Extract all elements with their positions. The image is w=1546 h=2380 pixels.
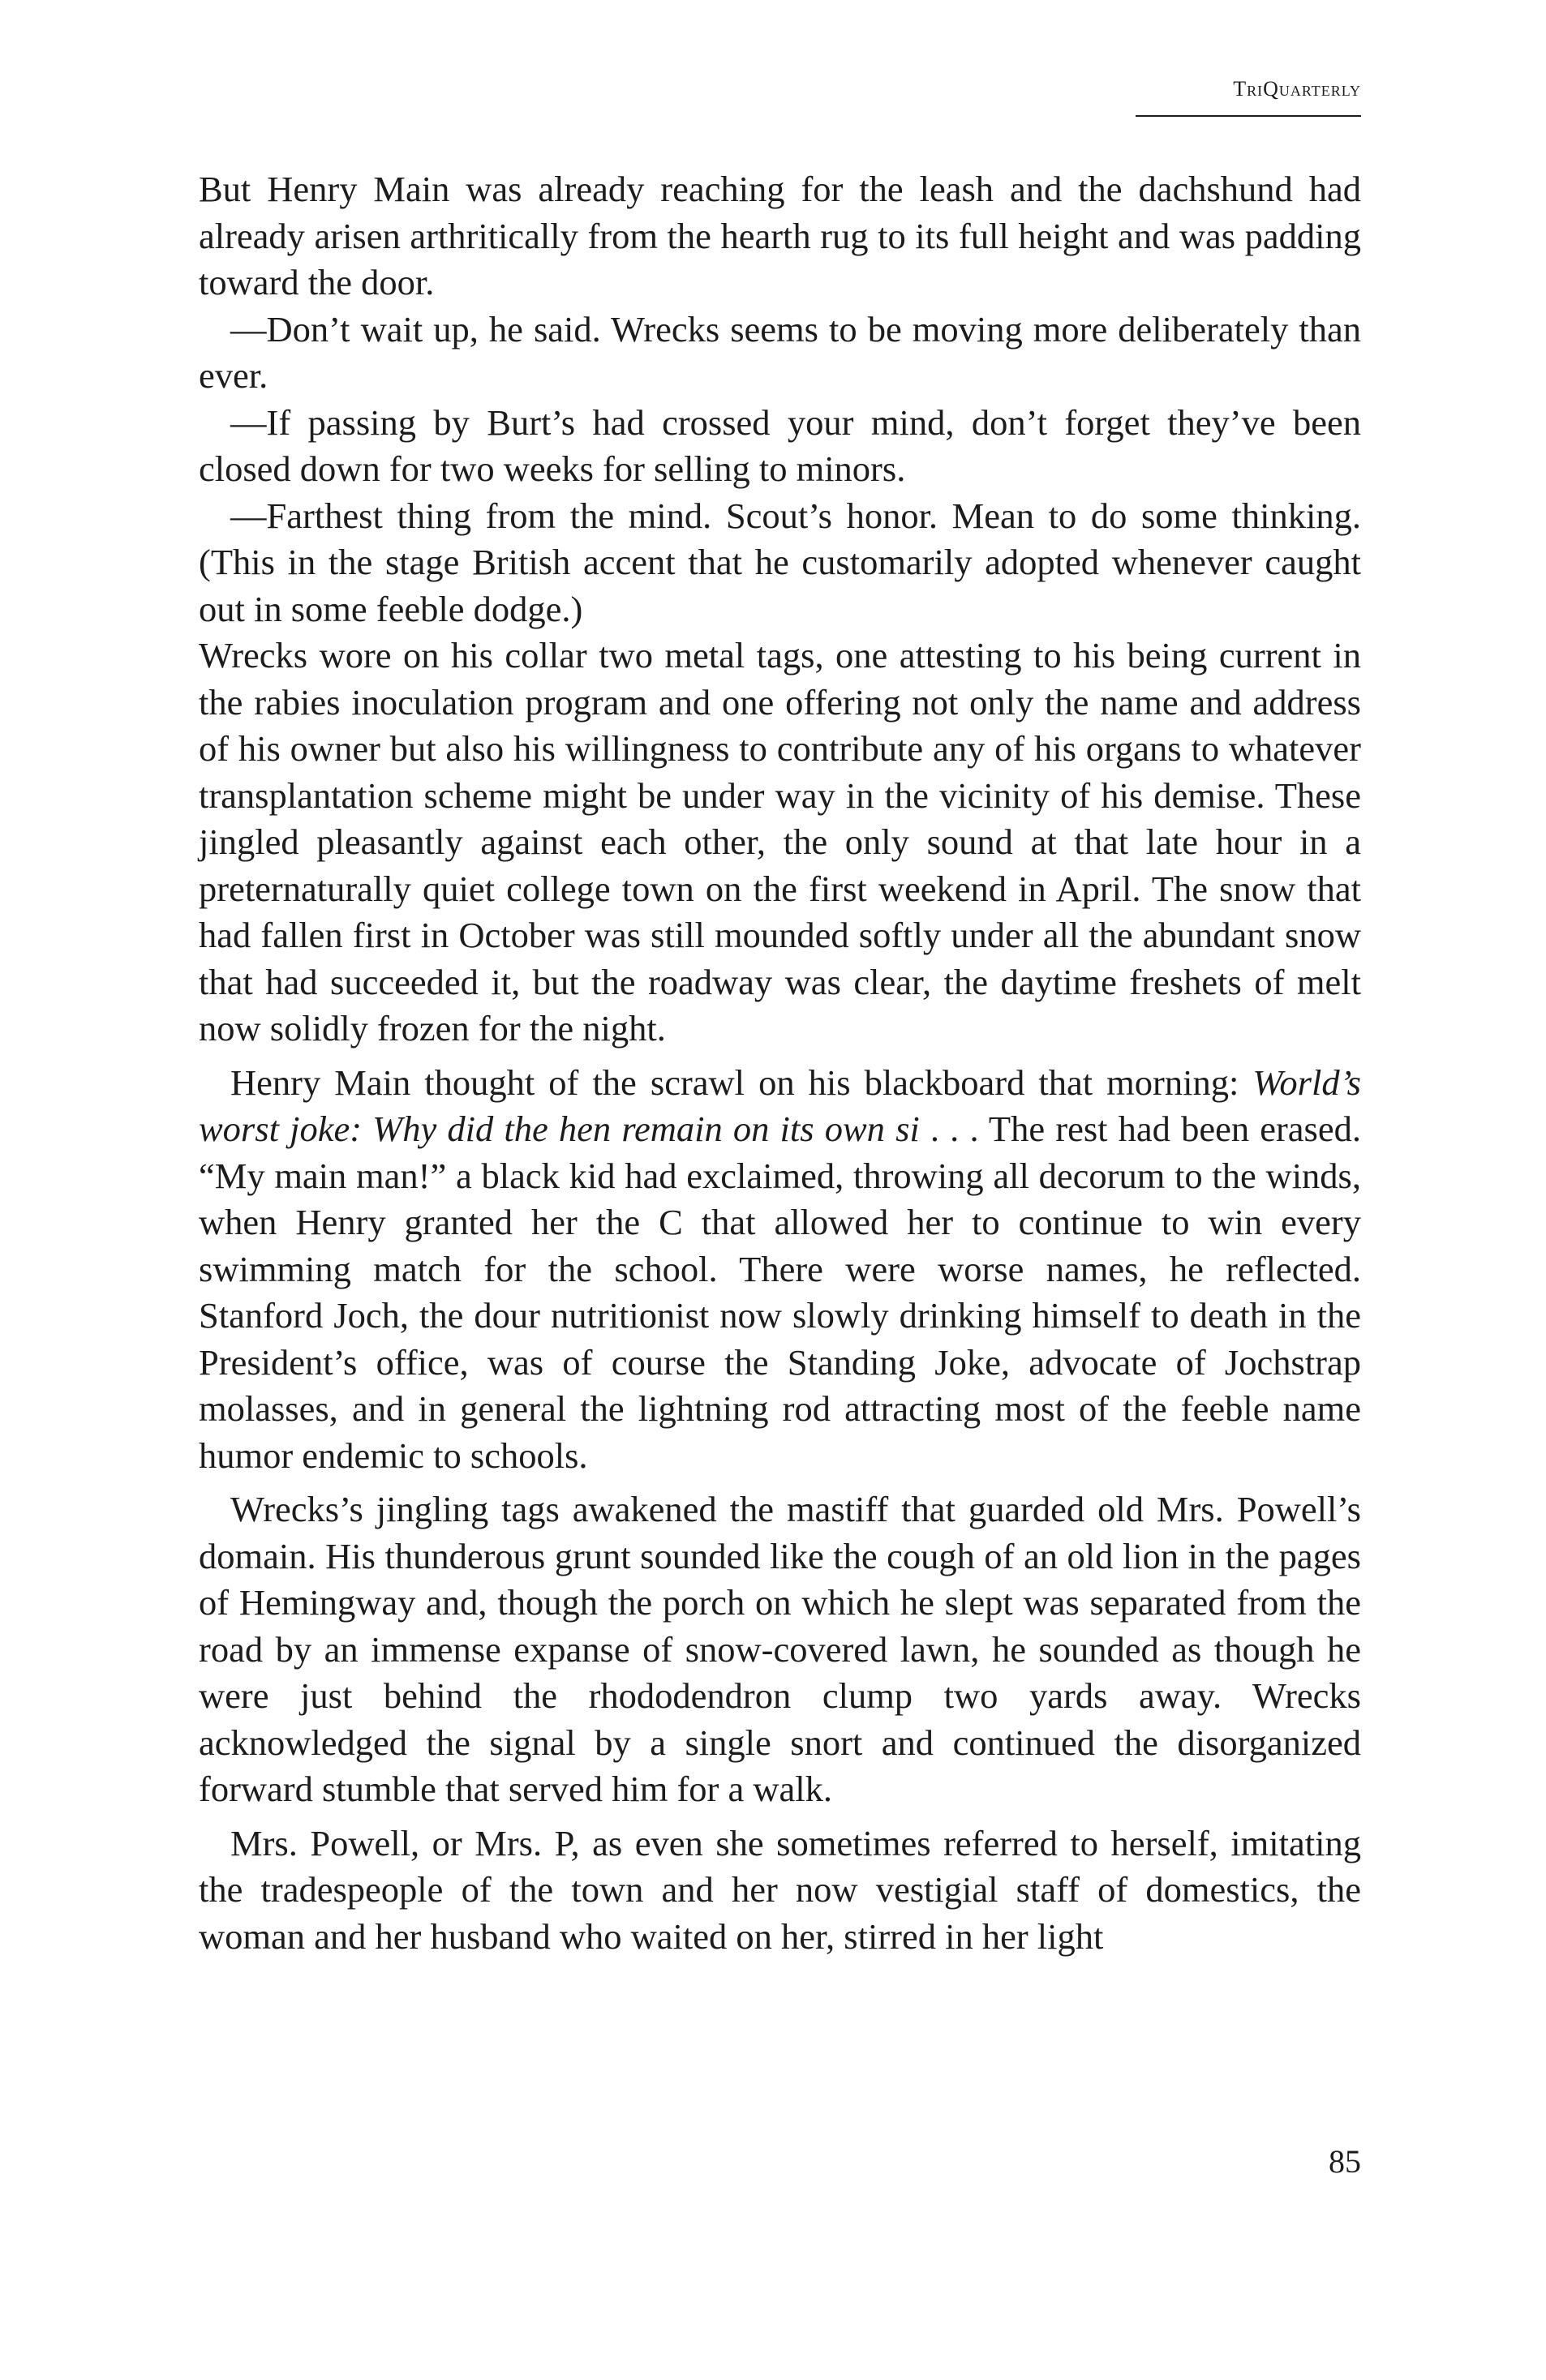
paragraph: —If passing by Burt’s had crossed your mind, don’t forget they’ve been closed down for two weeks for selling to minors. [199,401,1361,489]
body-text [199,166,1361,1960]
page-number: 85 [1329,2143,1361,2180]
paragraph: Mrs. Powell, or Mrs. P, as even she sometimes referred to herself, imitating the tradespeople of the town and her now vestigial staff of domestics, the woman and her husband who waited on her, stirred in her light [199,1822,1361,1957]
paragraph-rest: . . . The rest had been erased. “My main man!” a black kid had exclaimed, throwing all decorum to the winds, when Henry granted her the C that allowed her to continue to win every swimming match for the school. There were worse names, he reflected. Stanford Joch, the dour nutritionist now slowly drinking himself to death in the President’s office, was of course the Standing Joke, advocate of Jochstrap molasses, and in general the lightning rod attracting most of the feeble name humor endemic to schools. [199,1109,1361,1476]
paragraph [199,1060,1361,1480]
italic-joke: World’s worst joke: Why did the hen remain on its own si [199,1061,1361,1149]
paragraph: Wrecks wore on his collar two metal tags, one attesting to his being current in the rabies inoculation program and one offering not only the name and address of his owner but also his willingness to contribute any of his organs to whatever transplantation scheme might be under way in the vicinity of his demise. These jingled pleasantly against each other, the only sound at that late hour in a preternaturally quiet college town on the first weekend in April. The snow that had fallen first in October was still mounded softly under all the abundant snow that had succeeded it, but the roadway was clear, the daytime freshets of melt now solidly frozen for the night. [199,635,1361,1048]
paragraph: But Henry Main was already reaching for the leash and the dachshund had already arisen arthritically from the hearth rug to its full height and was padding toward the door. [199,169,1361,302]
header-rule [1136,115,1361,117]
paragraph: Wrecks’s jingling tags awakened the mastiff that guarded old Mrs. Powell’s domain. His thunderous grunt sounded like the cough of an old lion in the pages of Hemingway and, though the porch on which he slept was separated from the road by an immense expanse of snow-covered lawn, he sounded as though he were just behind the rhododendron clump two yards away. Wrecks acknowledged the signal by a single snort and continued the disorganized forward stumble that served him for a walk. [199,1489,1361,1809]
paragraph: —Farthest thing from the mind. Scout’s honor. Mean to do some thinking. (This in the stage British accent that he customarily adopted whenever caught out in some feeble dodge.) [199,495,1361,629]
paragraph-lead: Henry Main thought of the scrawl on his blackboard that morning: [230,1061,1253,1103]
paragraph: —Don’t wait up, he said. Wrecks seems to be moving more deliberately than ever. [199,308,1361,396]
running-head: TriQuarterly [1233,77,1361,101]
